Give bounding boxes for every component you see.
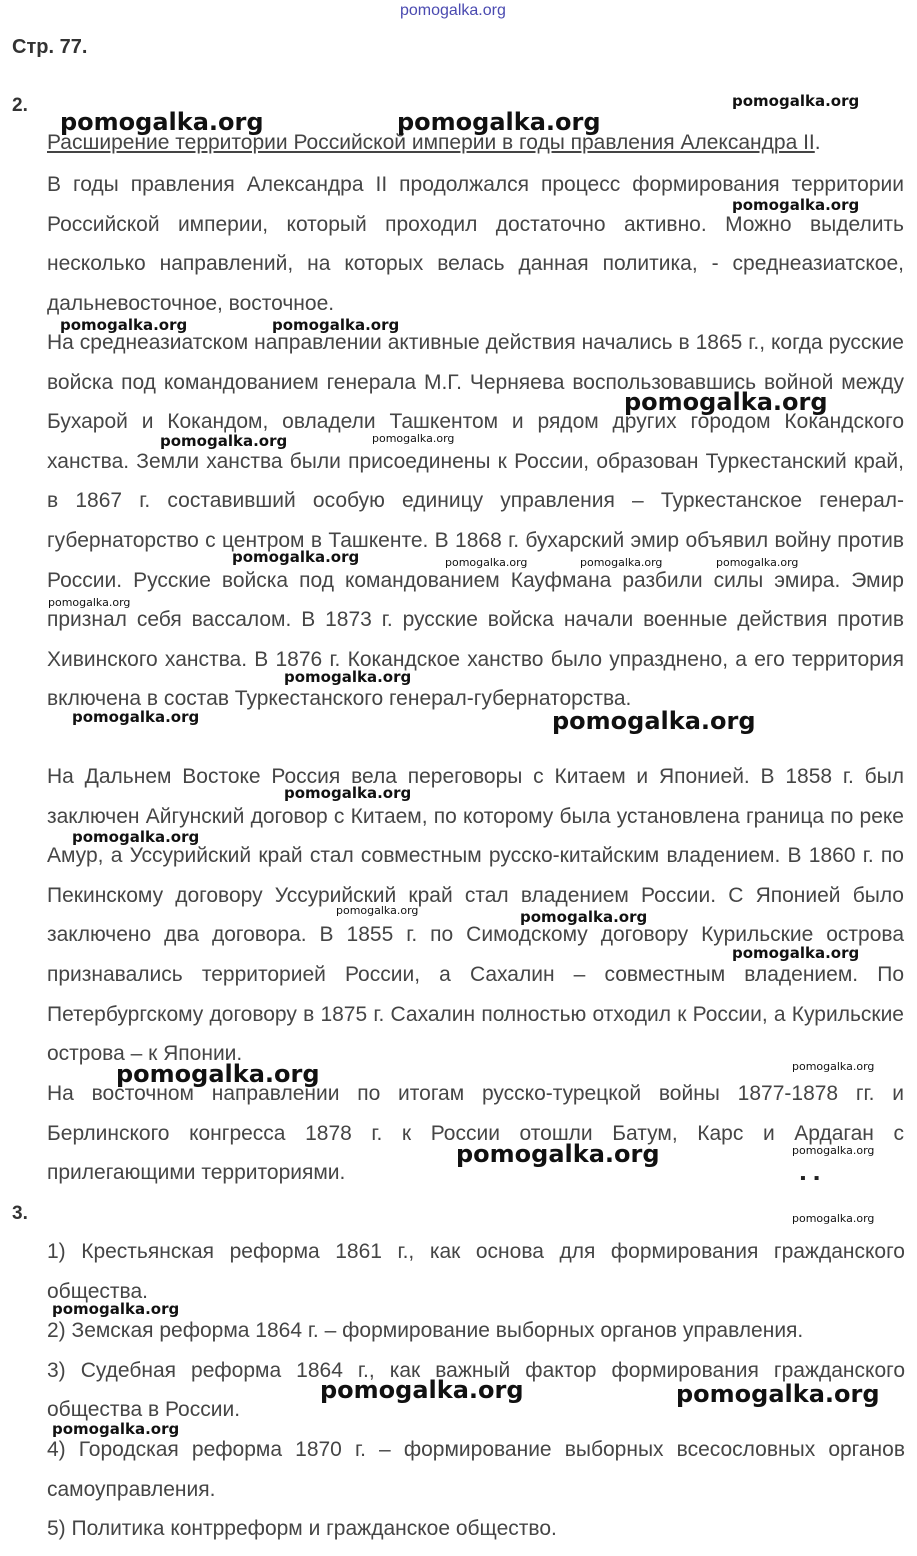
watermark: pomogalka.org: [284, 784, 412, 802]
watermark: pomogalka.org: [336, 904, 419, 917]
watermark: pomogalka.org: [397, 108, 601, 136]
watermark: pomogalka.org: [792, 1144, 875, 1157]
paragraph-central-asia: На среднеазиатском направлении активные действия начались в 1865 г., когда русские войска под командованием генерала М.Г. Черняева воспользовавшись войной между Бухарой и Кокандом, овладели Ташкентом и рядом других городом Кокандского ханства. Земли ханства были присоединены к России, образован Туркестанский край, в 1867 г. составивший особую единицу управления – Туркестанское генерал-губернаторство с центром в Ташкенте. В 1868 г. бухарский эмир объявил войну против России. Русские войска под командованием Кауфмана разбили силы эмира. Эмир признал себя вассалом. В 1873 г. русские войска начали военные действия против Хивинского ханства. В 1876 г. Кокандское ханство было упразднено, а его территория включена в состав Туркестанского генерал-губернаторства.: [47, 331, 904, 711]
task-2-title: [47, 131, 821, 155]
watermark: pomogalka.org: [52, 1420, 180, 1438]
watermark: pomogalka.org: [72, 708, 200, 726]
watermark: pomogalka.org: [732, 92, 860, 110]
watermark: pomogalka.org: [116, 1060, 320, 1088]
watermark: pomogalka.org: [732, 196, 860, 214]
watermark: pomogalka.org: [716, 556, 799, 569]
watermark: pomogalka.org: [445, 556, 528, 569]
watermark: pomogalka.org: [792, 1212, 875, 1225]
watermark: pomogalka.org: [676, 1380, 880, 1408]
watermark: pomogalka.org: [520, 908, 648, 926]
list-item: 1) Крестьянская реформа 1861 г., как основа для формирования гражданского общества.: [47, 1240, 905, 1303]
list-item: 4) Городская реформа 1870 г. – формирование выборных всесословных органов самоуправления.: [47, 1437, 905, 1501]
watermark: pomogalka.org: [52, 1300, 180, 1318]
watermark: pomogalka.org: [320, 1376, 524, 1404]
task-2-title-text: Расширение территории Российской империи в годы правления Александра II: [47, 131, 815, 154]
watermark: pomogalka.org: [232, 548, 360, 566]
watermark: pomogalka.org: [372, 432, 455, 445]
list-item: 3) Судебная реформа 1864 г., как важный фактор формирования гражданского общества в России.: [47, 1358, 905, 1422]
watermark: pomogalka.org: [48, 596, 131, 609]
watermark: pomogalka.org: [72, 828, 200, 846]
watermark: pomogalka.org: [552, 707, 756, 735]
watermark: pomogalka.org: [792, 1060, 875, 1073]
watermark: pomogalka.org: [160, 432, 288, 450]
page-heading: Стр. 77.: [12, 36, 88, 58]
task-2-title-end: .: [814, 131, 821, 154]
task-3-number: 3.: [12, 1203, 28, 1224]
watermark: pomogalka.org: [284, 668, 412, 686]
watermark: pomogalka.org: [60, 108, 264, 136]
decorative-dots: ▪▪: [800, 1170, 828, 1187]
watermark: pomogalka.org: [732, 944, 860, 962]
reforms-list: [47, 1232, 905, 1549]
watermark: pomogalka.org: [580, 556, 663, 569]
paragraph-east: На восточном направлении по итогам русско-турецкой войны 1877-1878 гг. и Берлинского конгресса 1878 г. к России отошли Батум, Карс и Ардаган с прилегающими территориями.: [47, 1082, 904, 1185]
list-item: 5) Политика контрреформ и гражданское общество.: [47, 1517, 557, 1541]
task-2-number: 2.: [12, 95, 28, 116]
watermark: pomogalka.org: [624, 388, 828, 416]
paragraph-intro: В годы правления Александра II продолжался процесс формирования территории Российской империи, который проходил достаточно активно. Можно выделить несколько направлений, на которых велась данная политика, - среднеазиатское, дальневосточное, восточное.: [47, 173, 904, 315]
list-item: 2) Земская реформа 1864 г. – формирование выборных органов управления.: [47, 1319, 804, 1343]
watermark: pomogalka.org: [60, 316, 188, 334]
paragraph-far-east: На Дальнем Востоке Россия вела переговоры с Китаем и Японией. В 1858 г. был заключен Айгунский договор с Китаем, по которому была установлена граница по реке Амур, а Уссурийский край стал совместным русско-китайским владением. В 1860 г. по Пекинскому договору Уссурийский край стал владением России. С Японией было заключено два договора. В 1855 г. по Симодскому договору Курильские острова признавались территорией России, а Сахалин – совместным владением. По Петербургскому договору в 1875 г. Сахалин полностью отходил к России, а Курильские острова – к Японии.: [47, 765, 904, 1066]
watermark: pomogalka.org: [272, 316, 400, 334]
watermark: pomogalka.org: [456, 1140, 660, 1168]
site-link[interactable]: pomogalka.org: [400, 2, 506, 19]
